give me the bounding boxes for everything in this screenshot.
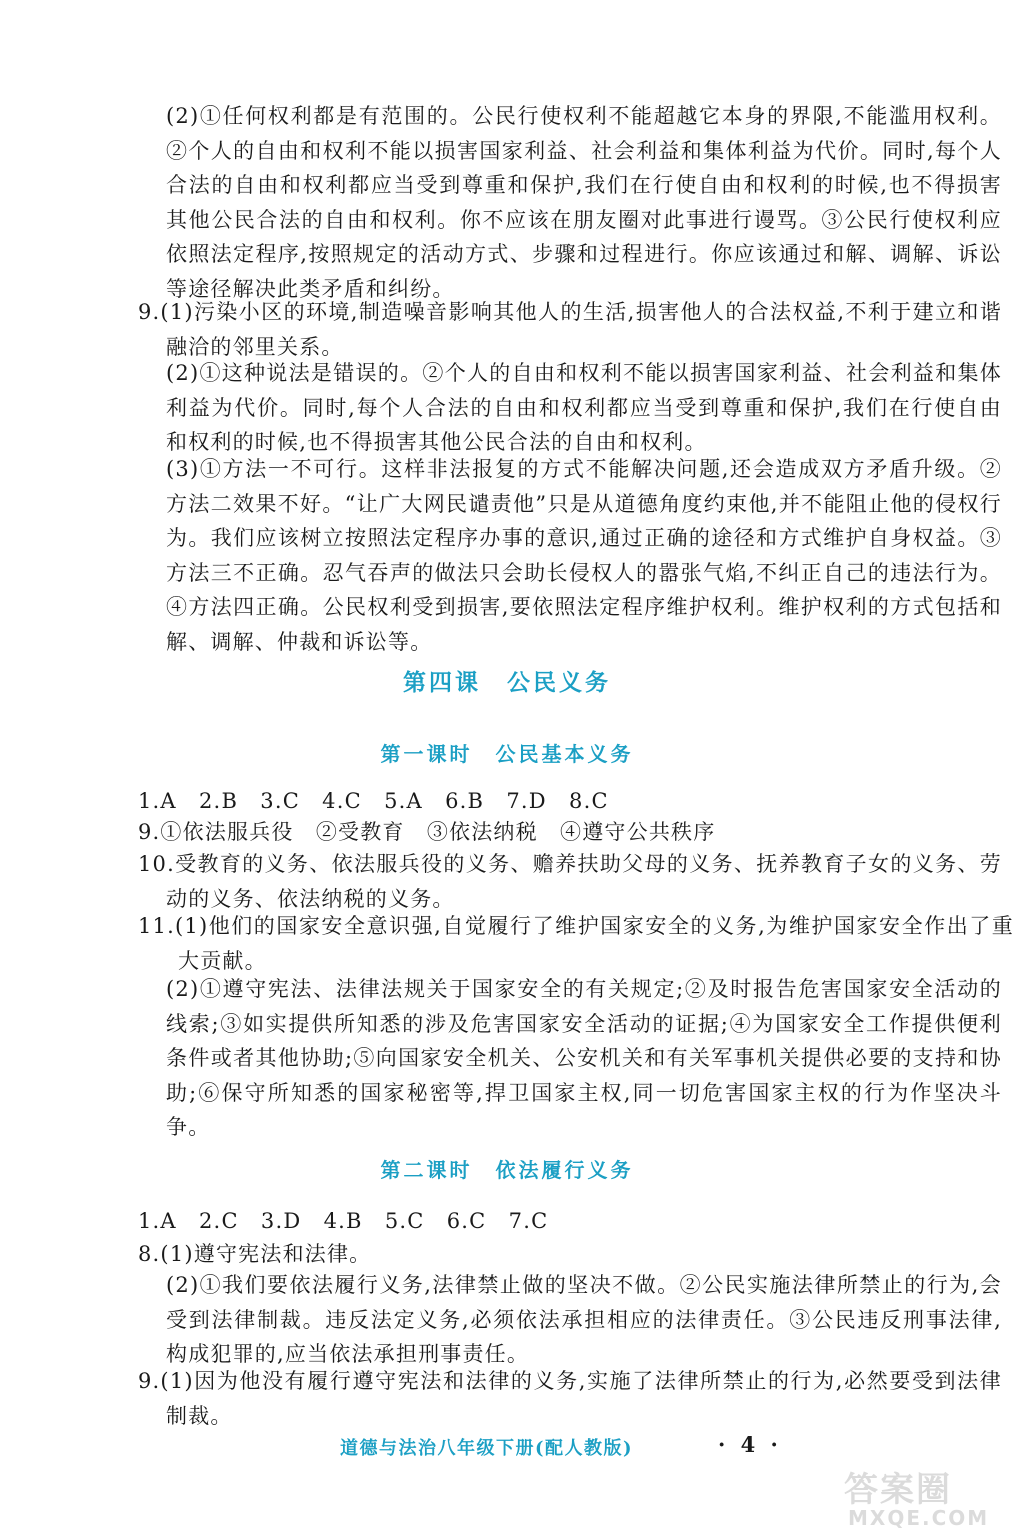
watermark-logo	[836, 1462, 996, 1532]
choice-answers-2: 1.A 2.C 3.D 4.B 5.C 6.C 7.C	[138, 1209, 549, 1233]
answer-paragraph-9-2: (2)①这种说法是错误的。②个人的自由和权利不能以损害国家利益、社会利益和集体利益为代价。同时,每个人合法的自由和权利都应当受到尊重和保护,我们在行使自由和权利的时候,也不得损害其他公民合法的自由和权利。	[166, 361, 1002, 454]
answer-paragraph-9-3: (3)①方法一不可行。这样非法报复的方式不能解决问题,还会造成双方矛盾升级。②方法二效果不好。“让广大网民谴责他”只是从道德角度约束他,并不能阻止他的侵权行为。我们应该树立按照法定程序办事的意识,通过正确的途径和方式维护自身权益。③方法三不正确。忍气吞声的做法只会助长侵权人的嚣张气焰,不纠正自己的违法行为。④方法四正确。公民权利受到损害,要依照法定程序维护权利。维护权利的方式包括和解、调解、仲裁和诉讼等。	[166, 457, 1002, 654]
page-number: · 4 ·	[718, 1432, 782, 1457]
section-heading-2: 第二课时 依法履行义务	[380, 1158, 634, 1182]
answer-paragraph-9-1: 9.(1)污染小区的环境,制造噪音影响其他人的生活,损害他人的合法权益,不利于建立和谐融洽的邻里关系。	[138, 300, 1002, 359]
section-heading-1: 第一课时 公民基本义务	[380, 742, 634, 766]
answer-11-2: (2)①遵守宪法、法律法规关于国家安全的有关规定;②及时报告危害国家安全活动的线索;③如实提供所知悉的涉及危害国家安全活动的证据;④为国家安全工作提供便利条件或者其他协助;⑤向国家安全机关、公安机关和有关军事机关提供必要的支持和协助;⑥保守所知悉的国家秘密等,捍卫国家主权,同一切危害国家主权的行为作坚决斗争。	[166, 977, 1002, 1139]
answer-paragraph-8-2: (2)①任何权利都是有范围的。公民行使权利不能超越它本身的界限,不能滥用权利。②个人的自由和权利不能以损害国家利益、社会利益和集体利益为代价。同时,每个人合法的自由和权利都应当受到尊重和保护,我们在行使自由和权利的时候,也不得损害其他公民合法的自由和权利。你不应该在朋友圈对此事进行谩骂。③公民行使权利应依照法定程序,按照规定的活动方式、步骤和过程进行。你应该通过和解、调解、诉讼等途径解决此类矛盾和纠纷。	[166, 104, 1002, 301]
answer-11-1: 11.(1)他们的国家安全意识强,自觉履行了维护国家安全的义务,为维护国家安全作出了重大贡献。	[138, 914, 1014, 973]
answer-8-1: 8.(1)遵守宪法和法律。	[138, 1242, 372, 1266]
watermark-url: MXQE.COM	[848, 1506, 990, 1530]
answer-9-basic-duties: 9.①依法服兵役 ②受教育 ③依法纳税 ④遵守公共秩序	[138, 820, 716, 844]
answer-10: 10.受教育的义务、依法服兵役的义务、赡养扶助父母的义务、抚养教育子女的义务、劳动的义务、依法纳税的义务。	[138, 852, 1002, 911]
choice-answers-1: 1.A 2.B 3.C 4.C 5.A 6.B 7.D 8.C	[138, 789, 609, 813]
book-title: 道德与法治八年级下册(配人教版)	[340, 1438, 634, 1459]
answer-9-legal-sanction: 9.(1)因为他没有履行遵守宪法和法律的义务,实施了法律所禁止的行为,必然要受到法律制裁。	[138, 1369, 1002, 1428]
answer-8-2: (2)①我们要依法履行义务,法律禁止做的坚决不做。②公民实施法律所禁止的行为,会受到法律制裁。违反法定义务,必须依法承担相应的法律责任。③公民违反刑事法律,构成犯罪的,应当依法承担刑事责任。	[166, 1273, 1002, 1366]
lesson-heading: 第四课 公民义务	[403, 670, 611, 696]
watermark-text: 答案圈	[844, 1470, 952, 1510]
